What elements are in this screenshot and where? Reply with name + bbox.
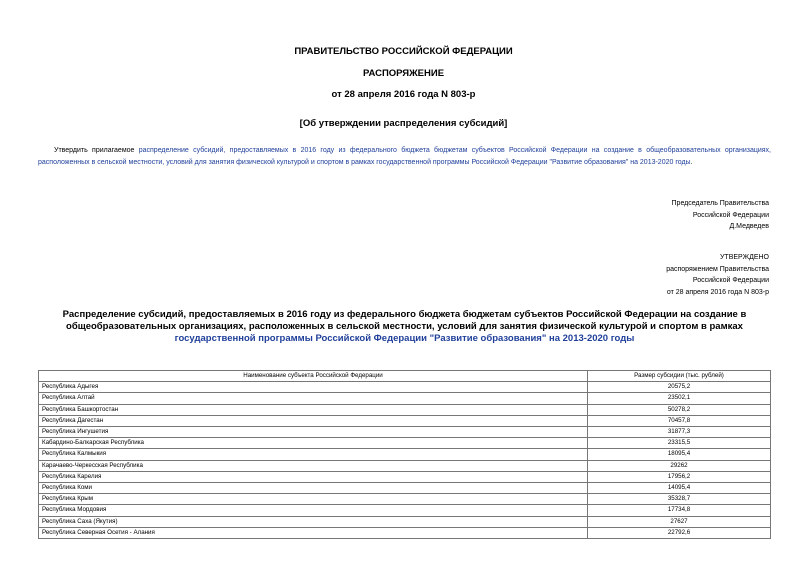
amount-cell: 17734,8 <box>588 505 771 516</box>
resolution-paragraph <box>38 145 771 168</box>
signature-position: Председатель Правительства <box>671 200 769 207</box>
signature-country: Российской Федерации <box>692 211 769 219</box>
amount-cell: 29262 <box>588 460 771 471</box>
approval-title: УТВЕРЖДЕНО <box>719 254 769 261</box>
table-row <box>39 449 771 460</box>
region-cell: Республика Карелия <box>39 471 588 482</box>
region-cell: Карачаево-Черкесская Республика <box>39 460 588 471</box>
region-column-header: Наименование субъекта Российской Федерации <box>39 371 588 382</box>
table-row <box>39 471 771 482</box>
table-row <box>39 483 771 494</box>
amount-cell: 23502,1 <box>588 393 771 404</box>
document-type-heading: РАСПОРЯЖЕНИЕ <box>362 68 445 79</box>
document-date-heading: от 28 апреля 2016 года N 803-р <box>331 89 476 100</box>
region-cell: Республика Мордовия <box>39 505 588 516</box>
table-row <box>39 415 771 426</box>
government-heading: ПРАВИТЕЛЬСТВО РОССИЙСКОЙ ФЕДЕРАЦИИ <box>294 46 513 57</box>
distribution-title-text: Распределение субсидий, предоставляемых в 2016 году из федерального бюджета бюджетам субъектов Российской Федерации на создание в общеобразовательных организациях, расположенных в сельской местности, условий для занятия физической культурой и спортом в рамках <box>62 309 747 333</box>
document-subject-heading: [Об утверждении распределения субсидий] <box>299 118 508 129</box>
table-row <box>39 460 771 471</box>
table-body <box>39 382 771 539</box>
approval-country: Российской Федерации <box>692 277 769 284</box>
distribution-title <box>38 309 771 346</box>
approval-by: распоряжением Правительства <box>666 265 769 273</box>
region-cell: Республика Саха (Якутия) <box>39 516 588 527</box>
amount-cell: 70457,8 <box>588 415 771 426</box>
amount-cell: 14095,4 <box>588 483 771 494</box>
region-cell: Республика Северная Осетия - Алания <box>39 527 588 538</box>
region-cell: Республика Башкортостан <box>39 404 588 415</box>
table-row <box>39 516 771 527</box>
region-cell: Республика Калмыкия <box>39 449 588 460</box>
approval-block <box>666 252 769 298</box>
amount-cell: 20575,2 <box>588 382 771 393</box>
resolution-tail: . <box>690 158 693 166</box>
approval-date: от 28 апреля 2016 года N 803-р <box>666 288 769 296</box>
distribution-link[interactable]: распределение субсидий, предоставляемых в 2016 году из федерального бюджета бюджетам субъектов Российской Федерации на создание в общеобразовательных организациях, расположенных в сельской местности, условий для занятия физической культурой и спортом в рамках государственной программы Российской Федерации "Развитие образования" на 2013-2020 годы <box>38 147 772 166</box>
subsidy-table <box>38 370 771 539</box>
amount-cell: 23315,5 <box>588 438 771 449</box>
amount-cell: 27627 <box>588 516 771 527</box>
table-row <box>39 505 771 516</box>
table-row <box>39 382 771 393</box>
amount-cell: 22792,6 <box>588 527 771 538</box>
signature-name: Д.Медведев <box>729 223 769 230</box>
table-row <box>39 427 771 438</box>
resolution-lead: Утвердить прилагаемое <box>54 147 139 154</box>
amount-cell: 50278,2 <box>588 404 771 415</box>
table-row <box>39 404 771 415</box>
region-cell: Республика Ингушетия <box>39 427 588 438</box>
table-row <box>39 494 771 505</box>
region-cell: Кабардино-Балкарская Республика <box>39 438 588 449</box>
amount-column-header: Размер субсидии (тыс. рублей) <box>588 371 771 382</box>
program-link[interactable]: государственной программы Российской Федерации "Развитие образования" на 2013-2020 годы <box>174 333 635 345</box>
signature-block <box>672 198 769 233</box>
table-row <box>39 393 771 404</box>
table-header-row <box>39 371 771 382</box>
table-row <box>39 438 771 449</box>
region-cell: Республика Крым <box>39 494 588 505</box>
amount-cell: 31877,3 <box>588 427 771 438</box>
amount-cell: 17956,2 <box>588 471 771 482</box>
amount-cell: 35328,7 <box>588 494 771 505</box>
table-row <box>39 527 771 538</box>
amount-cell: 18095,4 <box>588 449 771 460</box>
region-cell: Республика Коми <box>39 483 588 494</box>
region-cell: Республика Адыгея <box>39 382 588 393</box>
region-cell: Республика Алтай <box>39 393 588 404</box>
region-cell: Республика Дагестан <box>39 415 588 426</box>
